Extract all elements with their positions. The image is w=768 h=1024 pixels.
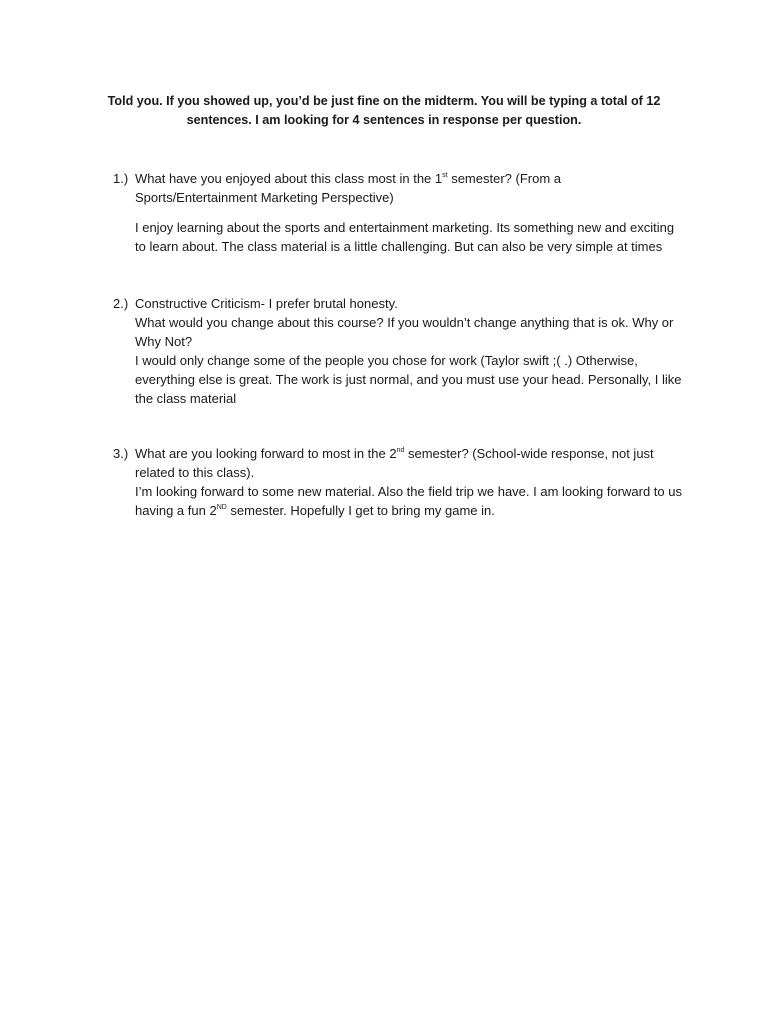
question-2-intro: Constructive Criticism- I prefer brutal honesty. xyxy=(135,296,398,311)
question-2-text: What would you change about this course? If you wouldn’t change anything that is ok. Why or Why Not? xyxy=(135,315,674,349)
question-3-superscript: nd xyxy=(396,447,405,454)
question-2 xyxy=(113,294,683,408)
question-1-text-pre: What have you enjoyed about this class most in the 1 xyxy=(135,171,443,186)
answer-3-superscript: ND xyxy=(216,504,227,511)
question-3-text xyxy=(135,444,683,482)
question-3-text-pre: What are you looking forward to most in the 2 xyxy=(135,446,397,461)
question-1-superscript: st xyxy=(442,172,448,179)
question-3-text-post: semester? (School-wide response, not just related to this class). xyxy=(135,446,654,480)
answer-3 xyxy=(135,482,683,520)
question-1-number: 1.) xyxy=(113,171,129,186)
answer-2: I would only change some of the people you chose for work (Taylor swift ;( .) Otherwise, everything else is great. The work is just normal, and you must use your head. Personally, I like the class material xyxy=(135,353,682,406)
instructions-header xyxy=(100,92,668,130)
question-1-text xyxy=(135,169,683,207)
instructions-line-1: Told you. If you showed up, you’d be just fine on the midterm. You will be typing a total of 12 xyxy=(107,94,661,108)
answer-1: I enjoy learning about the sports and entertainment marketing. Its something new and exciting to learn about. The class material is a little challenging. But can also be very simple at times xyxy=(135,220,675,254)
question-3 xyxy=(113,444,683,520)
question-1-text-post: semester? (From a Sports/Entertainment Marketing Perspective) xyxy=(135,171,561,205)
question-2-number: 2.) xyxy=(113,296,129,311)
answer-3-pre: I’m looking forward to some new material. Also the field trip we have. I am looking forward to us having a fun 2 xyxy=(135,484,682,518)
question-3-number: 3.) xyxy=(113,446,129,461)
answer-3-post: semester. Hopefully I get to bring my game in. xyxy=(226,503,495,518)
instructions-line-2: sentences. I am looking for 4 sentences in response per question. xyxy=(186,113,582,127)
question-1 xyxy=(113,169,683,256)
